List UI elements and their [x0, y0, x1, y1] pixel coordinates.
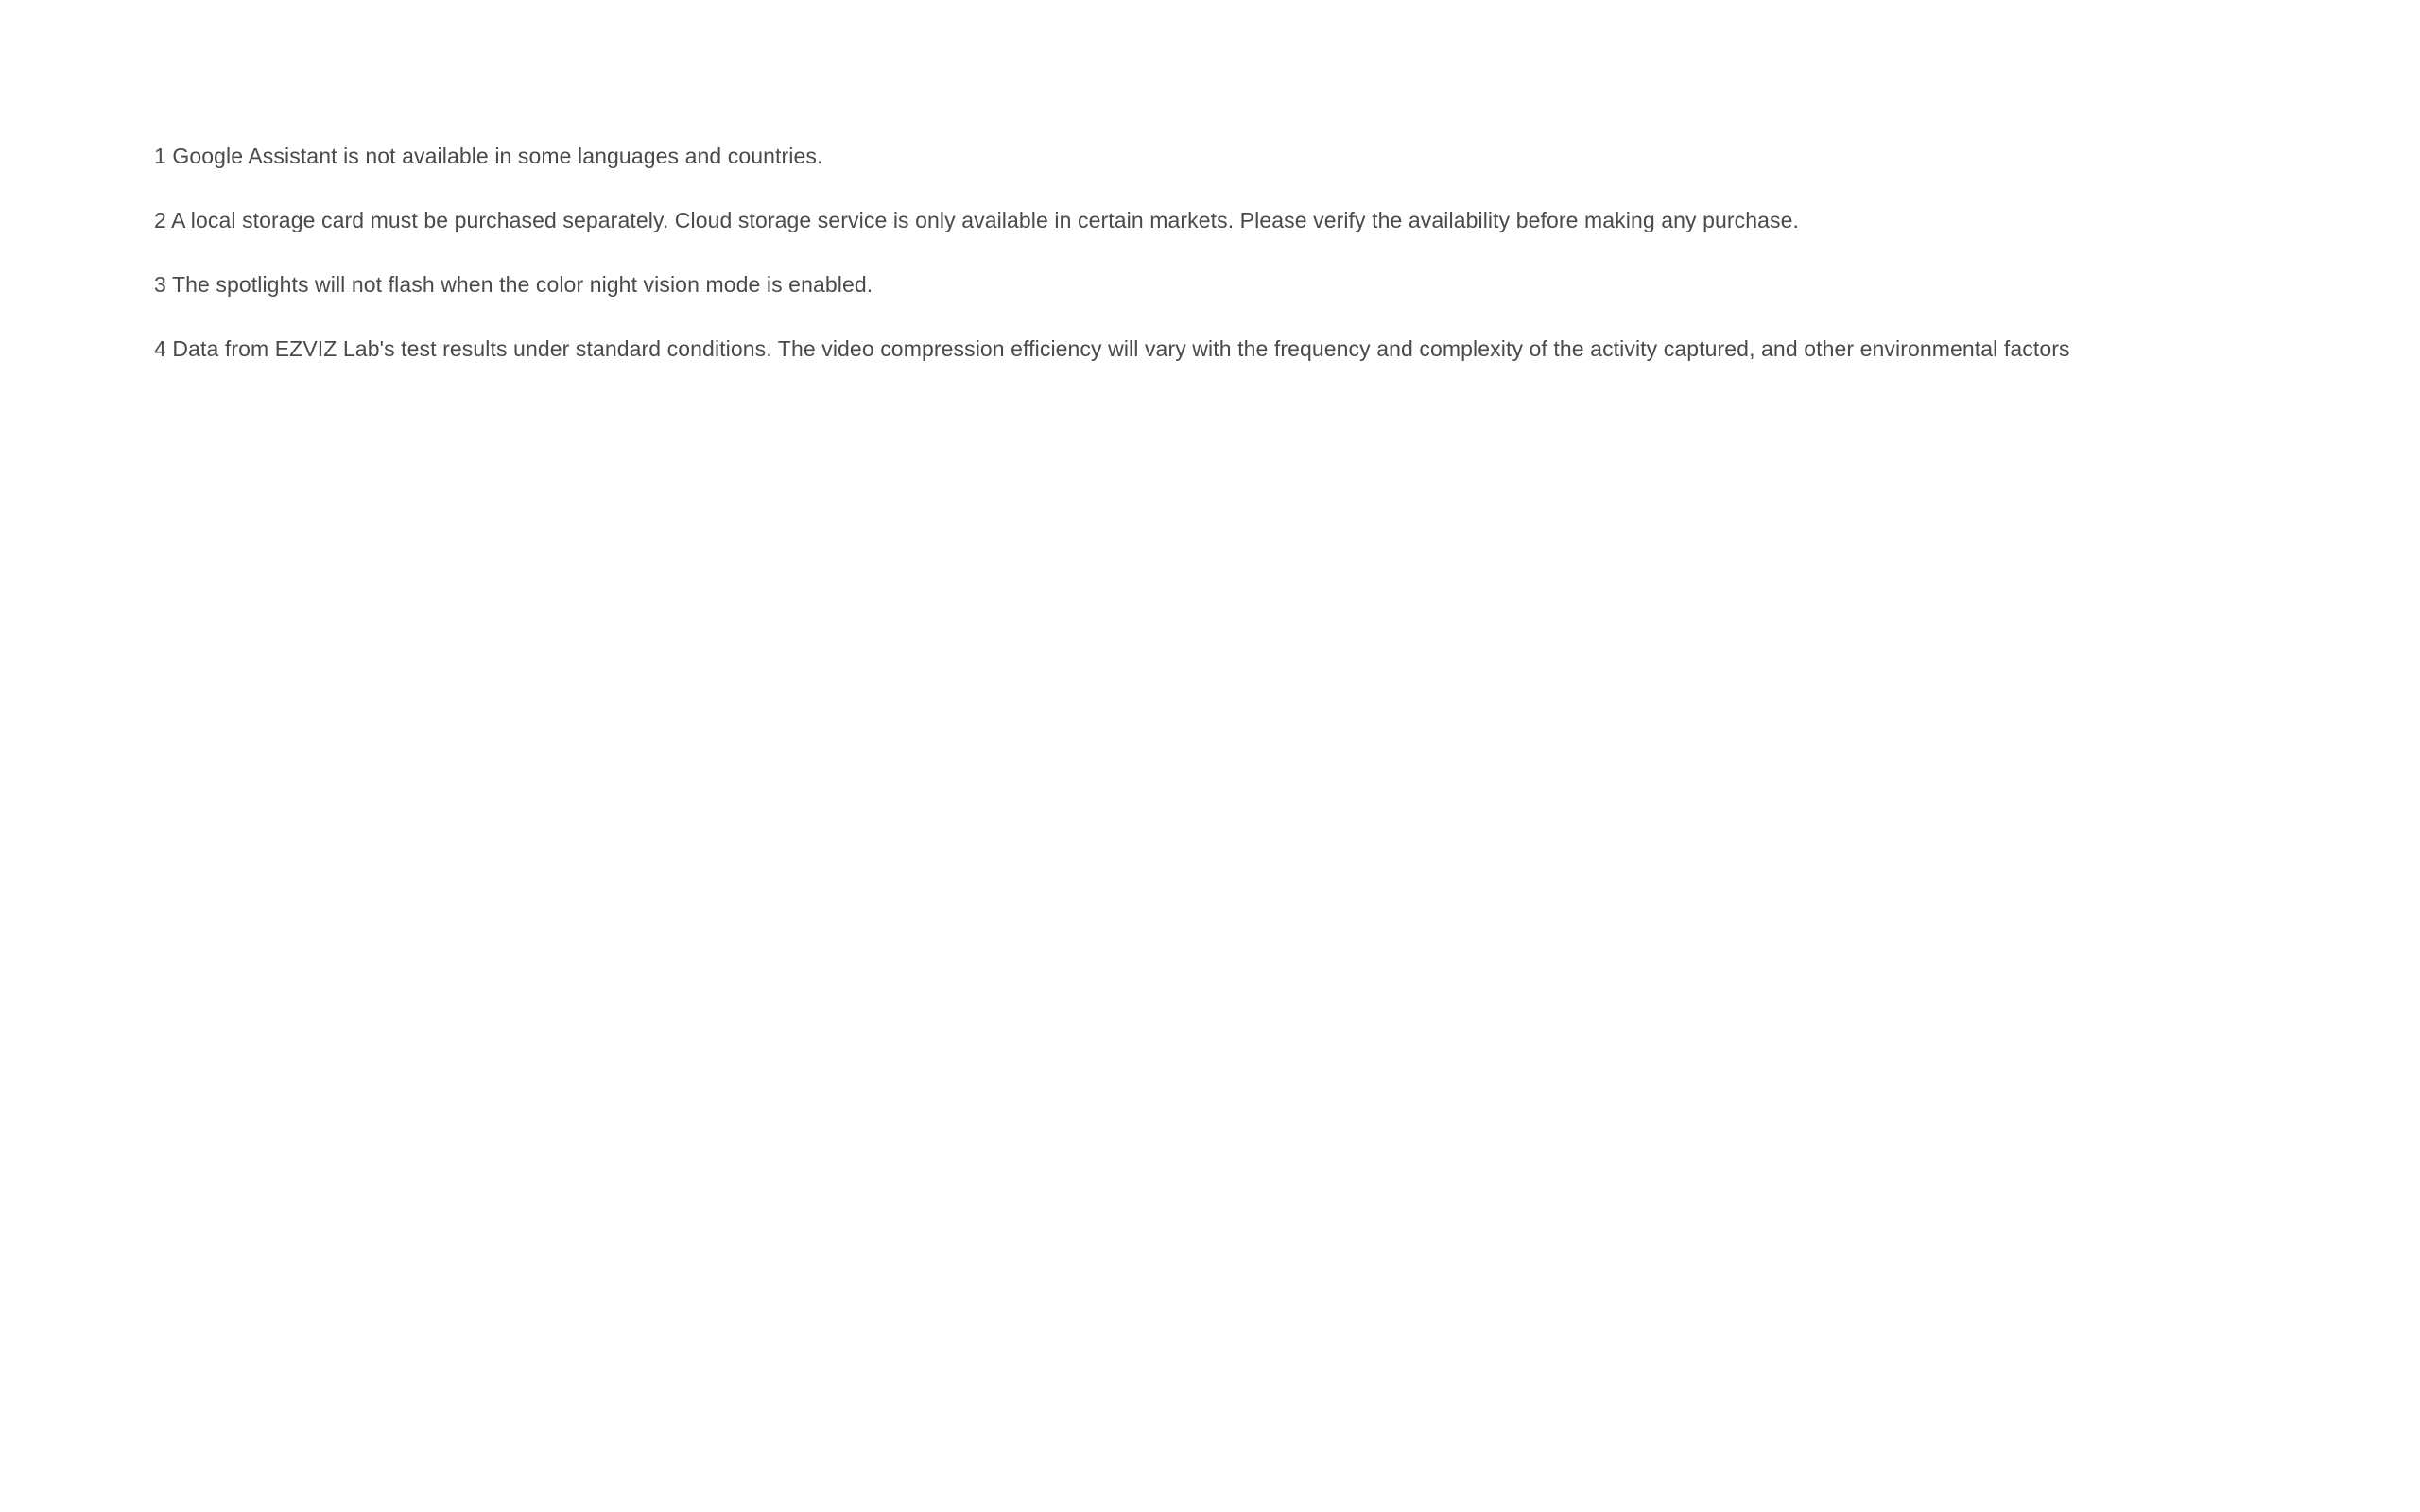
footnote-item-1: 1 Google Assistant is not available in some languages and countries. [154, 144, 823, 168]
footnotes-list [154, 140, 2281, 365]
footnote-item-2: 2 A local storage card must be purchased separately. Cloud storage service is only available in certain markets. Please verify the availability before making any purchase. [154, 208, 1800, 232]
footnote-item-4: 4 Data from EZVIZ Lab's test results under standard conditions. The video compression efficiency will vary with the frequency and complexity of the activity captured, and other environmental factors [154, 336, 2070, 361]
footnote-item-3: 3 The spotlights will not flash when the color night vision mode is enabled. [154, 272, 873, 297]
